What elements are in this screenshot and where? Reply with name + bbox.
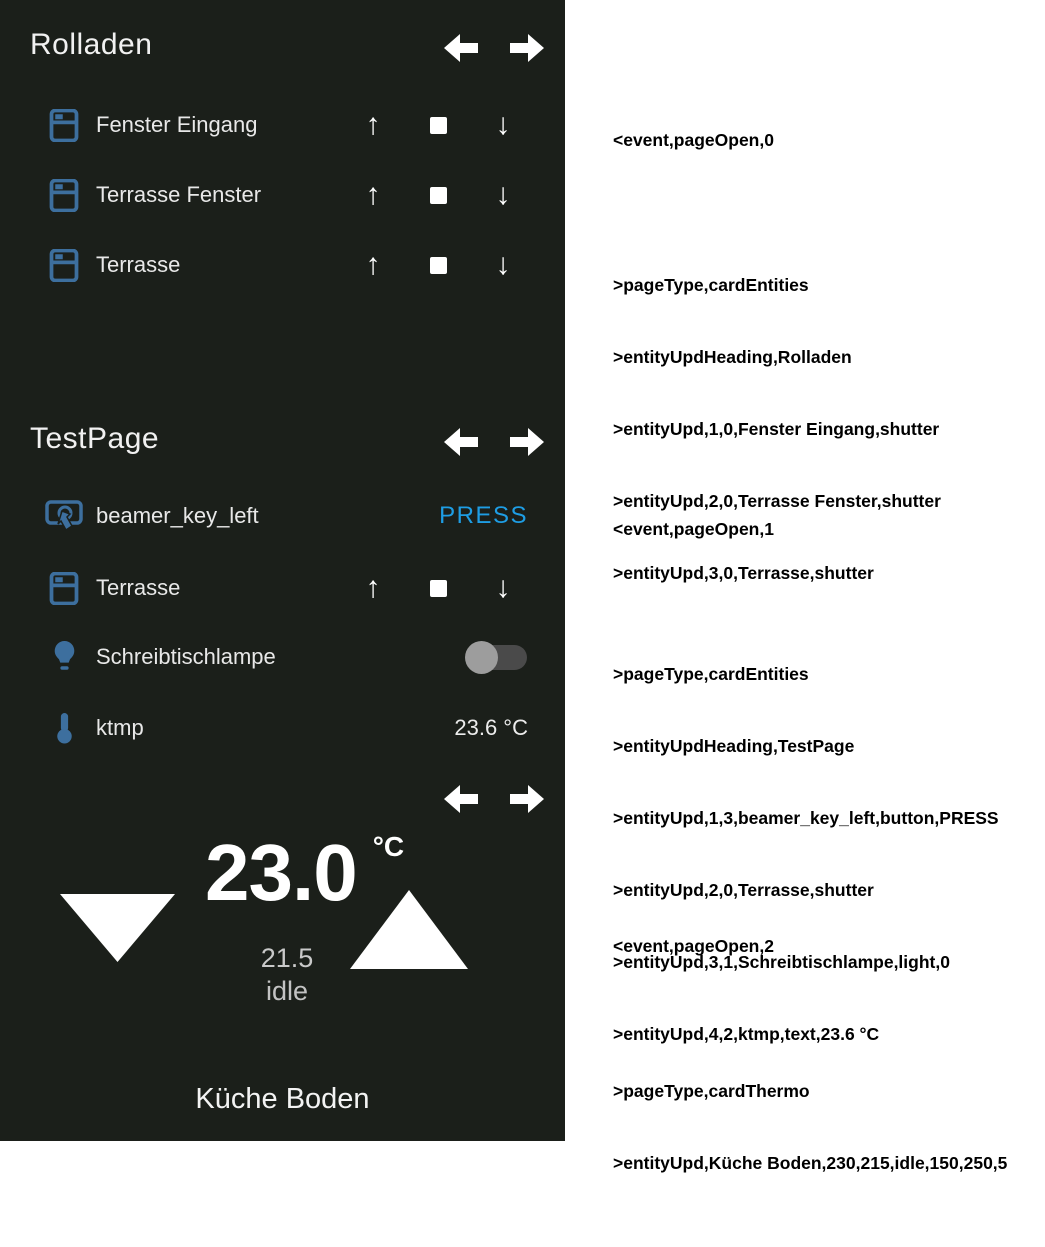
entity-label: ktmp — [96, 715, 144, 740]
shutter-stop-button[interactable] — [412, 248, 464, 282]
entity-row — [44, 230, 535, 300]
entity-label: Terrasse Fenster — [96, 182, 262, 207]
press-button[interactable]: PRESS — [439, 502, 528, 529]
shutter-down-button[interactable]: ↓ — [495, 108, 511, 141]
entity-row — [44, 553, 535, 623]
entity-row — [44, 622, 535, 692]
shutter-stop-button[interactable] — [412, 178, 464, 212]
page-nav — [443, 426, 545, 458]
log-event-line: <event,pageOpen,1 — [613, 519, 774, 539]
lightbulb-icon — [44, 640, 84, 674]
page-nav — [443, 783, 545, 815]
log-line: >entityUpd,Küche Boden,230,215,idle,150,250,5 — [613, 1153, 1008, 1173]
entity-label: beamer_key_left — [96, 503, 259, 528]
nspanel-display — [0, 0, 565, 1141]
shutter-icon — [44, 572, 84, 605]
entity-row — [44, 160, 535, 230]
current-temperature-value: 23.0 — [205, 828, 357, 917]
toggle-knob — [465, 641, 498, 674]
log-event-line: <event,pageOpen,2 — [613, 936, 774, 956]
shutter-up-button[interactable]: ↑ — [365, 178, 381, 211]
nav-right-arrow-icon[interactable] — [509, 426, 545, 458]
log-line: >entityUpdHeading,Rolladen — [613, 347, 852, 367]
log-line: >entityUpd,1,0,Fenster Eingang,shutter — [613, 419, 940, 439]
page-nav — [443, 32, 545, 64]
gesture-tap-button-icon — [44, 498, 84, 534]
nav-left-arrow-icon[interactable] — [443, 32, 479, 64]
log-line: >entityUpd,3,0,Terrasse,shutter — [613, 563, 874, 583]
entity-label: Terrasse — [96, 575, 181, 600]
stop-icon — [430, 257, 447, 274]
thermostat-name: Küche Boden — [195, 1083, 370, 1115]
nav-left-arrow-icon[interactable] — [443, 426, 479, 458]
log-event-line: <event,pageOpen,0 — [613, 130, 774, 150]
entity-row — [44, 693, 535, 763]
shutter-icon — [44, 249, 84, 282]
log-line: >pageType,cardEntities — [613, 664, 809, 684]
entity-label: Schreibtischlampe — [96, 644, 276, 669]
log-line: >entityUpd,4,2,ktmp,text,23.6 °C — [613, 1024, 880, 1044]
entity-label: Terrasse — [96, 252, 181, 277]
shutter-up-button[interactable]: ↑ — [365, 108, 381, 141]
hvac-status: idle — [265, 976, 309, 1006]
shutter-icon — [44, 109, 84, 142]
log-line: >entityUpd,2,0,Terrasse Fenster,shutter — [613, 491, 941, 511]
shutter-up-button[interactable]: ↑ — [365, 571, 381, 604]
entity-row — [44, 90, 535, 160]
log-line: >entityUpd,1,3,beamer_key_left,button,PRESS — [613, 808, 999, 828]
entity-row — [44, 481, 535, 551]
entity-value: 23.6 °C — [454, 715, 528, 740]
nav-right-arrow-icon[interactable] — [509, 783, 545, 815]
shutter-down-button[interactable]: ↓ — [495, 248, 511, 281]
stop-icon — [430, 117, 447, 134]
shutter-icon — [44, 179, 84, 212]
temp-decrease-button[interactable] — [60, 894, 175, 962]
shutter-down-button[interactable]: ↓ — [495, 571, 511, 604]
shutter-stop-button[interactable] — [412, 108, 464, 142]
page-title: Rolladen — [30, 28, 153, 61]
shutter-up-button[interactable]: ↑ — [365, 248, 381, 281]
shutter-stop-button[interactable] — [412, 571, 464, 605]
stop-icon — [430, 187, 447, 204]
log-line: >entityUpd,3,1,Schreibtischlampe,light,0 — [613, 952, 950, 972]
log-line: >pageType,cardThermo — [613, 1081, 810, 1101]
shutter-down-button[interactable]: ↓ — [495, 178, 511, 211]
log-line: >pageType,cardEntities — [613, 275, 809, 295]
nav-left-arrow-icon[interactable] — [443, 783, 479, 815]
entity-label: Fenster Eingang — [96, 112, 258, 137]
stop-icon — [430, 580, 447, 597]
page-title: TestPage — [30, 422, 160, 455]
light-toggle[interactable] — [467, 643, 527, 671]
log-block-page2 — [613, 886, 1007, 1247]
target-temperature: 21.5 — [260, 943, 314, 973]
nav-right-arrow-icon[interactable] — [509, 32, 545, 64]
log-line: >entityUpdHeading,TestPage — [613, 736, 855, 756]
thermometer-icon — [44, 712, 84, 744]
temperature-unit: °C — [372, 831, 405, 862]
log-line: >entityUpd,2,0,Terrasse,shutter — [613, 880, 874, 900]
